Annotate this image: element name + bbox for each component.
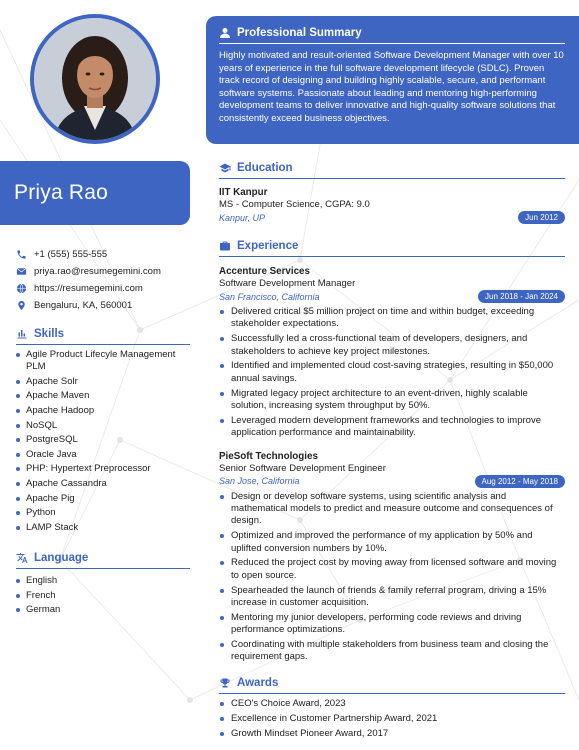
job-bullet: Migrated legacy project architecture to an event-driven, highly scalable solution, increasing system throughput by 50%.: [219, 388, 565, 413]
job-bullet: Spearheaded the launch of friends & family referral program, driving a 15% increase in customer acquisition.: [219, 585, 565, 610]
job-company: PieSoft Technologies: [219, 450, 318, 462]
education-location: Kanpur, UP: [219, 212, 266, 223]
experience-heading-text: Experience: [237, 240, 299, 252]
user-icon: [219, 27, 231, 39]
skills-heading: [16, 328, 190, 340]
awards-heading: [219, 677, 565, 689]
section-divider: [16, 568, 190, 569]
job-title: Software Development Manager: [219, 278, 356, 289]
job-bullet: Mentoring my junior developers, performing code reviews and driving performance optimizations.: [219, 612, 565, 637]
contact-block: [16, 246, 196, 314]
job-bullet: Leveraged modern development frameworks and technologies to improve application performance and maintainability.: [219, 415, 565, 440]
portrait-illustration: [34, 18, 156, 140]
envelope-icon: [16, 266, 27, 277]
website-text[interactable]: https://resumegemini.com: [34, 283, 143, 294]
bar-chart-icon: [16, 328, 28, 340]
award-item: CEO's Choice Award, 2023: [219, 698, 565, 710]
education-heading-text: Education: [237, 162, 293, 174]
section-divider: [219, 43, 565, 44]
job-entry: [219, 266, 565, 440]
experience-section: [219, 240, 565, 664]
skill-item: Agile Product Lifecyle Management PLM: [16, 349, 190, 374]
language-item: English: [16, 575, 190, 587]
briefcase-icon: [219, 240, 231, 252]
job-bullet: Delivered critical $5 million project on time and within budget, exceeding stakeholder expectations.: [219, 306, 565, 331]
language-heading: [16, 552, 190, 564]
candidate-name: Priya Rao: [14, 181, 109, 204]
experience-heading: [219, 240, 565, 252]
skill-item: Apache Cassandra: [16, 478, 190, 490]
section-divider: [219, 178, 565, 179]
section-divider: [219, 693, 565, 694]
job-bullet: Design or develop software systems, using scientific analysis and mathematical models to predict and measure outcome and consequences of design.: [219, 491, 565, 528]
map-pin-icon: [16, 300, 27, 311]
translate-icon: [16, 552, 28, 564]
job-entry: [219, 451, 565, 664]
language-item: French: [16, 590, 190, 602]
language-list: [16, 575, 190, 616]
skills-heading-text: Skills: [34, 328, 65, 340]
education-school: IIT Kanpur: [219, 187, 268, 198]
awards-section: [219, 677, 565, 740]
awards-list: [219, 698, 565, 740]
education-date-badge: Jun 2012: [518, 211, 565, 224]
education-section: [219, 162, 565, 224]
job-bullet: Coordinating with multiple stakeholders from business team and closing the requirement gaps.: [219, 639, 565, 664]
award-item: Growth Mindset Pioneer Award, 2017: [219, 728, 565, 740]
skill-item: PostgreSQL: [16, 434, 190, 446]
language-heading-text: Language: [34, 552, 89, 564]
job-bullet: Successfully led a cross-functional team of developers, designers, and stakeholders to achieve key project milestones.: [219, 333, 565, 358]
skill-item: NoSQL: [16, 420, 190, 432]
skills-section: [16, 328, 190, 534]
job-meta: [219, 290, 565, 303]
summary-section: [206, 16, 579, 144]
job-bullets: [219, 306, 565, 440]
skill-item: Apache Pig: [16, 493, 190, 505]
skill-item: Apache Hadoop: [16, 405, 190, 417]
phone-text: +1 (555) 555-555: [34, 249, 108, 260]
language-section: [16, 552, 190, 616]
email-text[interactable]: priya.rao@resumegemini.com: [34, 266, 161, 277]
skill-item: LAMP Stack: [16, 522, 190, 534]
skill-item: Apache Solr: [16, 376, 190, 388]
job-location: San Jose, California: [219, 476, 300, 487]
job-title: Senior Software Development Engineer: [219, 462, 386, 474]
education-meta: [219, 211, 565, 224]
job-bullet: Identified and implemented cloud cost-saving strategies, resulting in $50,000 annual savings.: [219, 360, 565, 385]
skill-item: PHP: Hypertext Preprocessor: [16, 463, 190, 475]
awards-heading-text: Awards: [237, 677, 279, 689]
job-company: Accenture Services: [219, 266, 310, 277]
trophy-icon: [219, 677, 231, 689]
graduation-cap-icon: [219, 162, 231, 174]
skill-item: Python: [16, 507, 190, 519]
section-divider: [219, 256, 565, 257]
location-text: Bengaluru, KA, 560001: [34, 300, 133, 311]
profile-photo: [34, 18, 156, 140]
contact-phone: [16, 246, 196, 263]
job-dates-badge: Jun 2018 - Jan 2024: [478, 290, 565, 303]
skills-list: [16, 349, 190, 534]
contact-website[interactable]: [16, 280, 196, 297]
globe-icon: [16, 283, 27, 294]
job-dates-badge: Aug 2012 - May 2018: [475, 475, 566, 488]
summary-text: Highly motivated and result-oriented Software Development Manager with over 10 years of experience in the full software development lifecycle (SDLC). Proven track record of designing and building highly scalable, secure, and performant software systems. Passionate about leading and mentoring high-performing development teams to deliver innovative and high-quality software solutions that consistently exceed business objectives.: [219, 50, 564, 124]
education-heading: [219, 162, 565, 174]
section-divider: [16, 344, 190, 345]
job-bullets: [219, 491, 565, 664]
job-bullet: Reduced the project cost by moving away from licensed software and moving to open source.: [219, 557, 565, 582]
summary-heading: [219, 27, 565, 39]
skill-item: Apache Maven: [16, 390, 190, 402]
profile-photo-frame: [30, 14, 160, 144]
contact-location: [16, 297, 196, 314]
award-item: Excellence in Customer Partnership Award, 2021: [219, 713, 565, 725]
skill-item: Oracle Java: [16, 449, 190, 461]
summary-heading-text: Professional Summary: [237, 27, 362, 39]
contact-email[interactable]: [16, 263, 196, 280]
phone-icon: [16, 249, 27, 260]
job-location: San Francisco, California: [219, 291, 320, 302]
language-item: German: [16, 604, 190, 616]
job-bullet: Optimized and improved the performance of my application by 50% and uplifted conversion numbers by 10%.: [219, 530, 565, 555]
education-degree: MS - Computer Science, CGPA: 9.0: [219, 199, 370, 210]
job-meta: [219, 475, 565, 488]
name-band: [0, 161, 190, 225]
